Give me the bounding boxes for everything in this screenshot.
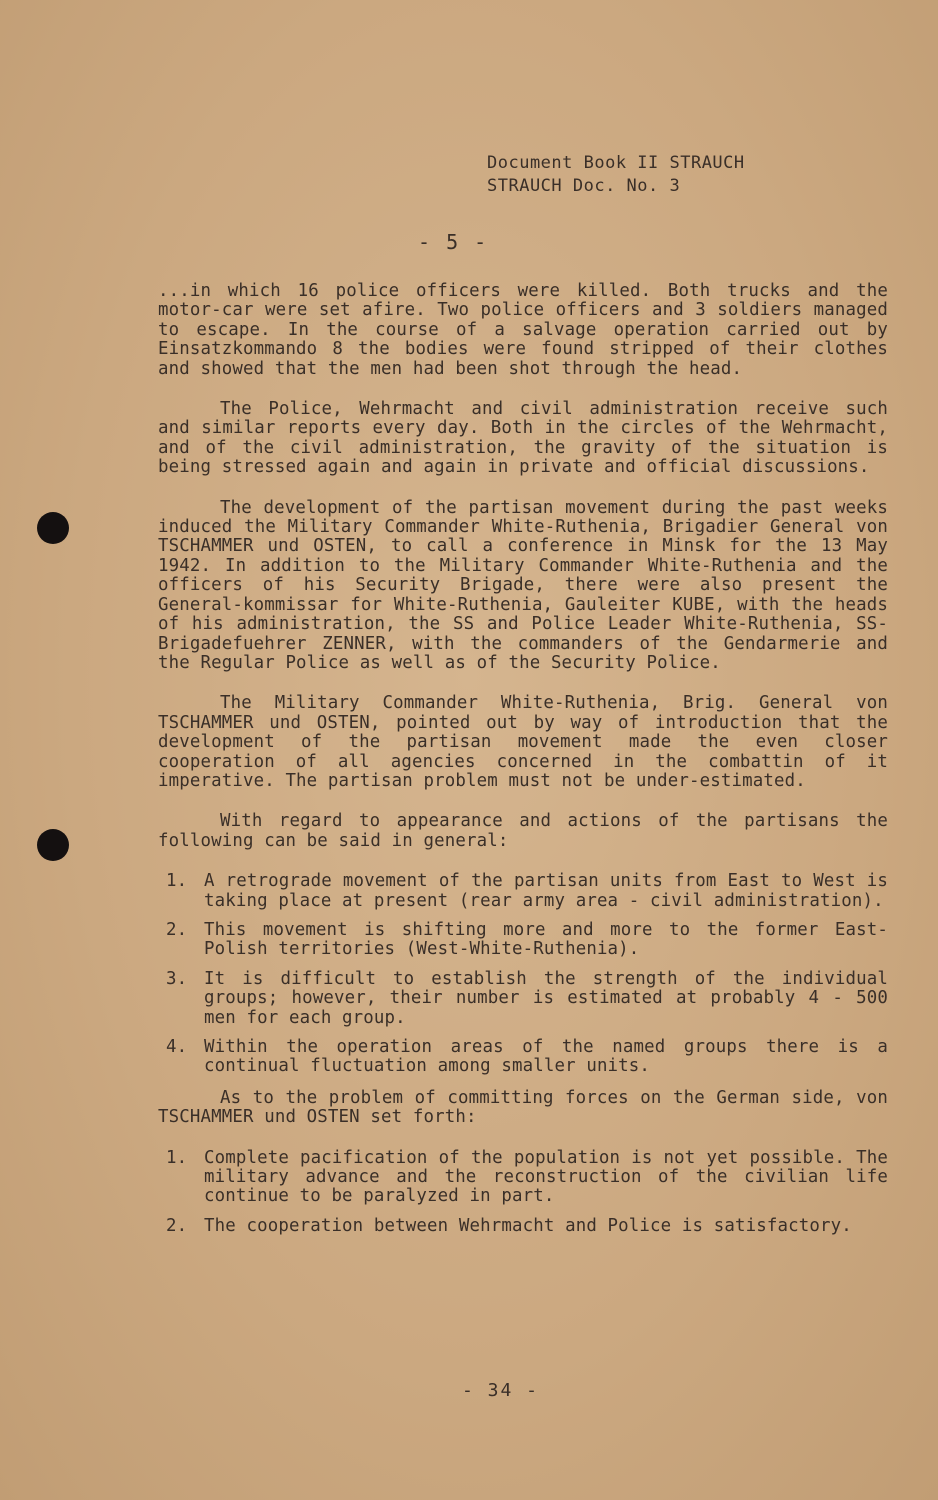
footer-page-number: - 34 - — [462, 1380, 540, 1401]
list-item — [158, 872, 888, 911]
list-item-text: Within the operation areas of the named groups there is a continual fluctuation among smaller units. — [204, 1037, 888, 1077]
list-item — [158, 1217, 888, 1236]
document-body — [158, 282, 888, 1248]
paragraph-6: As to the problem of committing forces on the German side, von TSCHAMMER und OSTEN set forth: — [158, 1087, 888, 1128]
paragraph-1: ...in which 16 police officers were killed. Both trucks and the motor-car were set afire. Two police officers and 3 soldiers managed to escape. In the course of a salvage operation carried out by Einsatzkommando 8 the bodies were found stripped of their clothes and showed that the men had been shot through the head. — [158, 281, 888, 379]
list-item — [158, 1149, 888, 1207]
list-item-number: 4. — [166, 1037, 188, 1057]
list-item-number: 1. — [166, 871, 188, 892]
header-line-1: Document Book II STRAUCH — [487, 153, 745, 173]
list-item-text: A retrograde movement of the partisan units from East to West is taking place at present (rear army area - civil administration). — [204, 871, 888, 911]
header-line-2: STRAUCH Doc. No. 3 — [487, 176, 681, 196]
page-number: - 5 - — [418, 230, 489, 254]
paragraph-5: With regard to appearance and actions of the partisans the following can be said in general: — [158, 811, 888, 851]
partisan-observations-list — [158, 872, 888, 1077]
paragraph-3: The development of the partisan movement during the past weeks induced the Military Commander White-Ruthenia, Brigadier General von TSCHAMMER und OSTEN, to call a conference in Minsk for the 13 May 1942. In addition to the Military Commander White-Ruthenia and the officers of his Security Brigade, there were also present the General-kommissar for White-Ruthenia, Gauleiter KUBE, with the heads of his administration, the SS and Police Leader White-Ruthenia, SS-Brigadefuehrer ZENNER, with the commanders of the Gendarmerie and the Regular Police as well as of the Security Police. — [158, 497, 888, 673]
punch-hole-top — [37, 512, 69, 544]
punch-hole-bottom — [37, 829, 69, 861]
list-item-text: It is difficult to establish the strength of the individual groups; however, their number is estimated at probably 4 - 500 men for each group. — [204, 968, 888, 1028]
list-item-text: Complete pacification of the population is not yet possible. The military advance and the reconstruction of the civilian life continue to be paralyzed in part. — [204, 1147, 888, 1207]
paragraph-4: The Military Commander White-Ruthenia, Brig. General von TSCHAMMER und OSTEN, pointed out by way of introduction that the development of the partisan movement made the even closer cooperation of all agencies concerned in the combattin of it imperative. The partisan problem must not be under-estimated. — [158, 693, 888, 791]
list-item — [158, 970, 888, 1028]
list-item — [158, 1038, 888, 1077]
paragraph-2: The Police, Wehrmacht and civil administration receive such and similar reports every day. Both in the circles of the Wehrmacht, and of the civil administration, the gravity of the situation is being stressed again and again in private and official discussions. — [158, 399, 888, 478]
document-header — [487, 152, 745, 198]
list-item-number: 3. — [166, 968, 188, 989]
forces-list — [158, 1149, 888, 1237]
list-item-number: 2. — [166, 919, 188, 940]
list-item-number: 2. — [166, 1215, 188, 1236]
list-item-number: 1. — [166, 1147, 188, 1168]
list-item-text: This movement is shifting more and more to the former East-Polish territories (West-White-Ruthenia). — [204, 919, 888, 960]
list-item — [158, 921, 888, 960]
list-item-text: The cooperation between Wehrmacht and Police is satisfactory. — [204, 1215, 852, 1236]
